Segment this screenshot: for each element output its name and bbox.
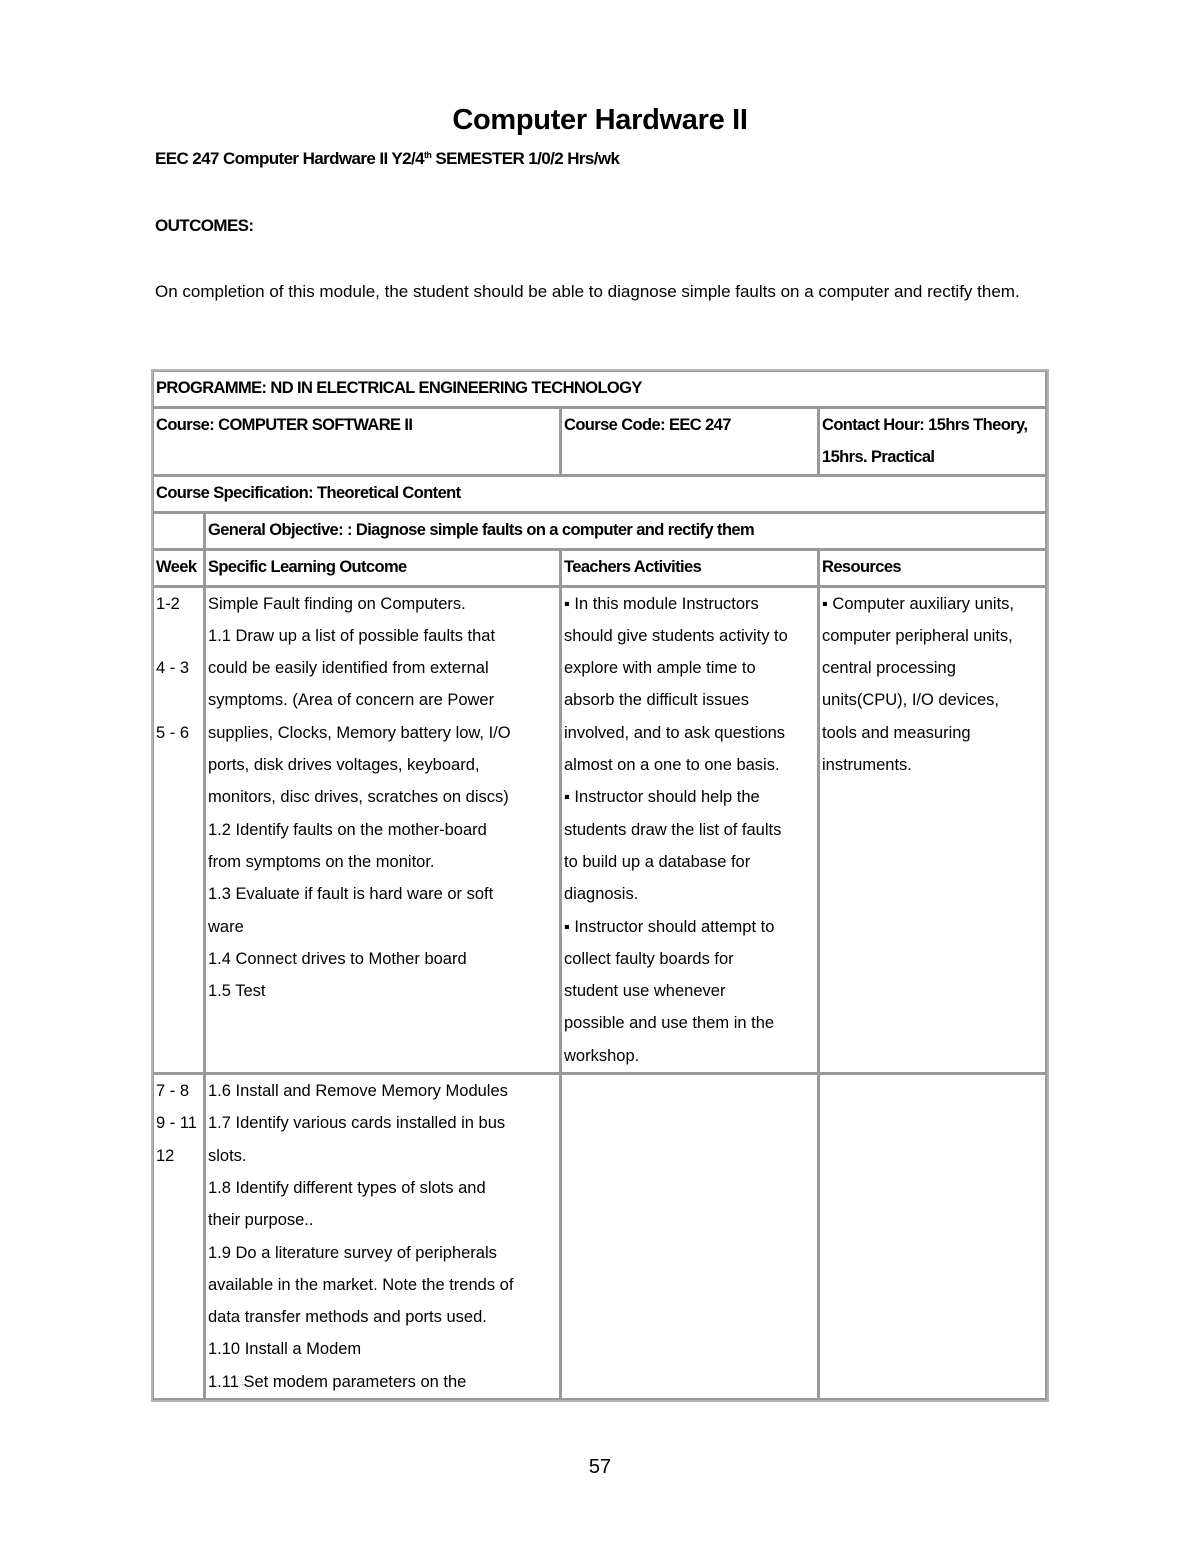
outcome-line: their purpose.. xyxy=(208,1211,314,1230)
subtitle-rest: SEMESTER 1/0/2 Hrs/wk xyxy=(431,149,620,168)
outcome-line: from symptoms on the monitor. xyxy=(208,852,435,871)
teacher-line: possible and use them in the xyxy=(564,1014,775,1033)
outcome-line: 1.9 Do a literature survey of peripherals xyxy=(208,1243,497,1262)
resources-cell xyxy=(819,1074,1047,1400)
outcome-line: slots. xyxy=(208,1146,247,1165)
teacher-line: collect faulty boards for xyxy=(564,949,734,968)
outcome-line: 1.1 Draw up a list of possible faults that xyxy=(208,626,496,645)
outcome-line: 1.8 Identify different types of slots and xyxy=(208,1178,486,1197)
week-label: 1-2 xyxy=(156,594,180,613)
outcome-line: Simple Fault finding on Computers. xyxy=(208,594,466,613)
outcome-line: 1.5 Test xyxy=(208,982,266,1001)
programme-cell: PROGRAMME: ND IN ELECTRICAL ENGINEERING TECHNOLOGY xyxy=(153,371,1047,408)
table-row xyxy=(153,1074,1047,1400)
outcome-line: 1.2 Identify faults on the mother-board xyxy=(208,820,487,839)
outcome-line: symptoms. (Area of concern are Power xyxy=(208,691,495,710)
week-label xyxy=(156,684,201,716)
resource-line: computer peripheral units, xyxy=(822,626,1013,645)
teachers-header: Teachers Activities xyxy=(561,550,819,587)
teachers-cell xyxy=(561,587,819,1074)
week-label: 5 - 6 xyxy=(156,723,190,742)
resource-line: ▪ Computer auxiliary units, xyxy=(822,594,1015,613)
week-header: Week xyxy=(153,550,205,587)
teacher-line: diagnosis. xyxy=(564,885,639,904)
outcome-line: 1.3 Evaluate if fault is hard ware or soft xyxy=(208,885,494,904)
empty-cell xyxy=(153,513,205,550)
teacher-line: explore with ample time to xyxy=(564,659,756,678)
teacher-line: student use whenever xyxy=(564,982,726,1001)
outcome-line: ports, disk drives voltages, keyboard, xyxy=(208,756,480,775)
teacher-line: should give students activity to xyxy=(564,626,788,645)
teacher-line: ▪ Instructor should attempt to xyxy=(564,917,775,936)
teachers-cell xyxy=(561,1074,819,1400)
outcome-line: data transfer methods and ports used. xyxy=(208,1308,487,1327)
teacher-line: absorb the difficult issues xyxy=(564,691,749,710)
teacher-line: ▪ Instructor should help the xyxy=(564,788,760,807)
outcomes-heading: OUTCOMES: xyxy=(155,216,254,235)
teacher-line: ▪ In this module Instructors xyxy=(564,594,759,613)
week-label: 12 xyxy=(156,1146,175,1165)
week-label: 4 - 3 xyxy=(156,659,190,678)
resource-line: tools and measuring xyxy=(822,723,971,742)
contact-hour-cell: Contact Hour: 15hrs Theory, 15hrs. Practical xyxy=(819,408,1047,476)
outcome-line: monitors, disc drives, scratches on discs) xyxy=(208,788,509,807)
course-name-cell: Course: COMPUTER SOFTWARE II xyxy=(153,408,561,476)
outcome-line: ware xyxy=(208,917,244,936)
resource-line: instruments. xyxy=(822,756,912,775)
outcome-line: available in the market. Note the trends of xyxy=(208,1275,514,1294)
week-cell xyxy=(153,1074,205,1400)
outcome-line: could be easily identified from external xyxy=(208,659,489,678)
outcome-cell xyxy=(205,1074,561,1400)
course-row xyxy=(153,408,1047,476)
week-label: 9 - 11 xyxy=(156,1114,197,1133)
table-header-row xyxy=(153,550,1047,587)
teacher-line: involved, and to ask questions xyxy=(564,723,786,742)
outcome-line: supplies, Clocks, Memory battery low, I/O xyxy=(208,723,511,742)
teacher-line: workshop. xyxy=(564,1046,640,1065)
general-objective-row xyxy=(153,513,1047,550)
course-subtitle xyxy=(155,149,619,169)
teacher-line: to build up a database for xyxy=(564,852,751,871)
week-label xyxy=(156,620,201,652)
resources-cell xyxy=(819,587,1047,1074)
programme-row xyxy=(153,371,1047,408)
resource-line: central processing xyxy=(822,659,956,678)
outcome-line: 1.11 Set modem parameters on the xyxy=(208,1372,467,1391)
teacher-line: students draw the list of faults xyxy=(564,820,782,839)
subtitle-main: EEC 247 Computer Hardware II Y2/4 xyxy=(155,149,425,168)
outcome-line: 1.4 Connect drives to Mother board xyxy=(208,949,467,968)
outcome-line: 1.6 Install and Remove Memory Modules xyxy=(208,1082,508,1101)
table-row xyxy=(153,587,1047,1074)
week-label: 7 - 8 xyxy=(156,1082,190,1101)
week-cell xyxy=(153,587,205,1074)
subtitle-superscript: th xyxy=(424,150,432,160)
outcome-cell xyxy=(205,587,561,1074)
outcome-line: 1.10 Install a Modem xyxy=(208,1340,362,1359)
resources-header: Resources xyxy=(819,550,1047,587)
page-title: Computer Hardware II xyxy=(452,104,748,136)
resource-line: units(CPU), I/O devices, xyxy=(822,691,999,710)
course-code-cell: Course Code: EEC 247 xyxy=(561,408,819,476)
specification-cell: Course Specification: Theoretical Content xyxy=(153,476,1047,513)
general-objective-cell: General Objective: : Diagnose simple faults on a computer and rectify them xyxy=(205,513,1047,550)
specification-row xyxy=(153,476,1047,513)
course-specification-table xyxy=(151,369,1049,1402)
page-number: 57 xyxy=(588,1456,612,1478)
teacher-line: almost on a one to one basis. xyxy=(564,756,780,775)
outcome-line: 1.7 Identify various cards installed in bus xyxy=(208,1114,506,1133)
outcomes-text: On completion of this module, the student should be able to diagnose simple faults on a computer and rectify them. xyxy=(155,282,1020,301)
outcome-header: Specific Learning Outcome xyxy=(205,550,561,587)
